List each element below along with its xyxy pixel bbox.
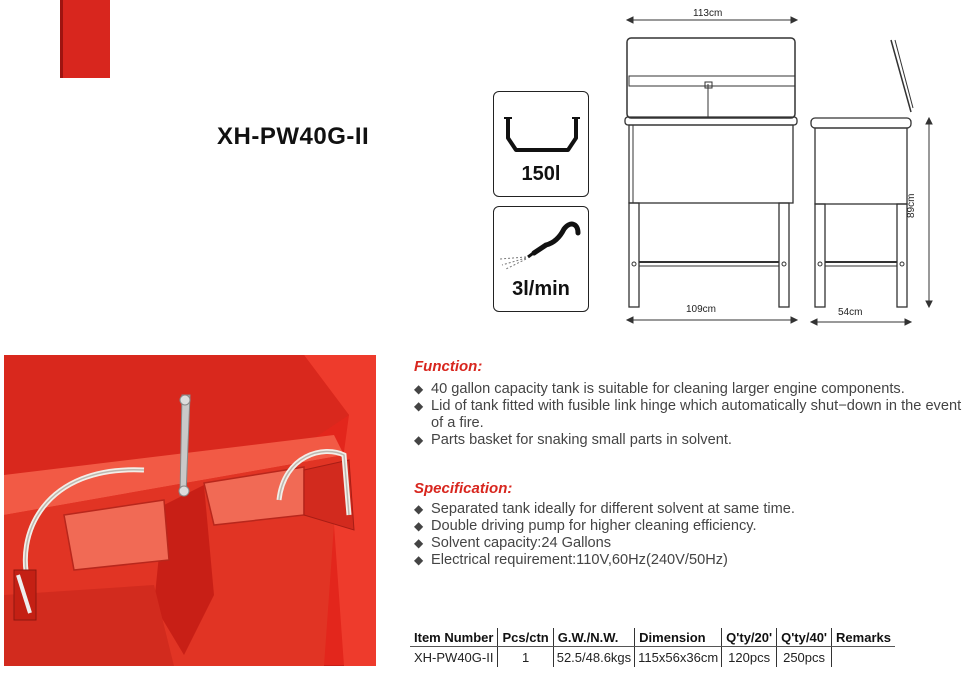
specification-list — [414, 501, 962, 569]
product-photo — [4, 355, 376, 666]
diamond-bullet-icon: ◆ — [414, 502, 424, 516]
product-spec-table — [410, 628, 895, 667]
height-label: 89cm — [906, 193, 917, 218]
header-pcs-ctn: Pcs/ctn — [498, 628, 553, 647]
bottom-width-label: 109cm — [686, 304, 717, 315]
diamond-bullet-icon: ◆ — [414, 399, 424, 413]
depth-label: 54cm — [838, 307, 863, 318]
header-item-number: Item Number — [410, 628, 498, 647]
product-photo-fragment — [60, 0, 110, 78]
list-item: ◆ 40 gallon capacity tank is suitable for cleaning larger engine components. — [414, 381, 905, 397]
front-lid — [627, 38, 795, 118]
diamond-bullet-icon: ◆ — [414, 553, 424, 567]
tank-icon — [494, 92, 590, 162]
cell-item-number: XH-PW40G-II — [414, 649, 494, 665]
front-tank — [629, 125, 793, 203]
header-qty-40: Q'ty/40' — [777, 628, 832, 647]
cell-remarks — [832, 647, 895, 668]
model-title: XH-PW40G-II — [217, 123, 370, 150]
function-title: Function: — [414, 358, 483, 375]
hose-nozzle-icon — [494, 207, 590, 277]
cell-gw-nw: 52.5/48.6kgs — [553, 647, 634, 668]
side-lid — [891, 40, 911, 112]
side-tank — [815, 128, 907, 204]
list-item: ◆ Separated tank ideally for different solvent at same time. — [414, 501, 795, 517]
diamond-bullet-icon: ◆ — [414, 519, 424, 533]
header-remarks: Remarks — [832, 628, 895, 647]
header-qty-20: Q'ty/20' — [722, 628, 777, 647]
list-item: ◆ Lid of tank fitted with fusible link hinge which automatically shut−down in the event of a fire. — [414, 398, 962, 431]
capacity-spec-box — [493, 91, 589, 197]
cell-pcs-ctn: 1 — [498, 647, 553, 668]
function-list — [414, 381, 962, 449]
table-row — [410, 647, 895, 668]
diamond-bullet-icon: ◆ — [414, 433, 424, 447]
cell-dimension: 115x56x36cm — [635, 647, 722, 668]
flow-spec-box — [493, 206, 589, 312]
list-item: ◆ Electrical requirement:110V,60Hz(240V/50Hz) — [414, 552, 728, 568]
diamond-bullet-icon: ◆ — [414, 536, 424, 550]
flow-value: 3l/min — [512, 278, 570, 300]
dimension-drawing — [615, 0, 960, 340]
header-dimension: Dimension — [635, 628, 722, 647]
diamond-bullet-icon: ◆ — [414, 382, 424, 396]
list-item: ◆ Solvent capacity:24 Gallons — [414, 535, 612, 551]
list-item: ◆ Double driving pump for higher cleaning efficiency. — [414, 518, 757, 534]
specification-title: Specification: — [414, 480, 513, 497]
table-header-row — [410, 628, 895, 647]
cell-qty-20: 120pcs — [722, 647, 777, 668]
header-gw-nw: G.W./N.W. — [553, 628, 634, 647]
cell-qty-40: 250pcs — [777, 647, 832, 668]
top-width-label: 113cm — [693, 8, 723, 19]
capacity-value: 150l — [521, 163, 561, 185]
list-item: ◆ Parts basket for snaking small parts in solvent. — [414, 432, 732, 448]
